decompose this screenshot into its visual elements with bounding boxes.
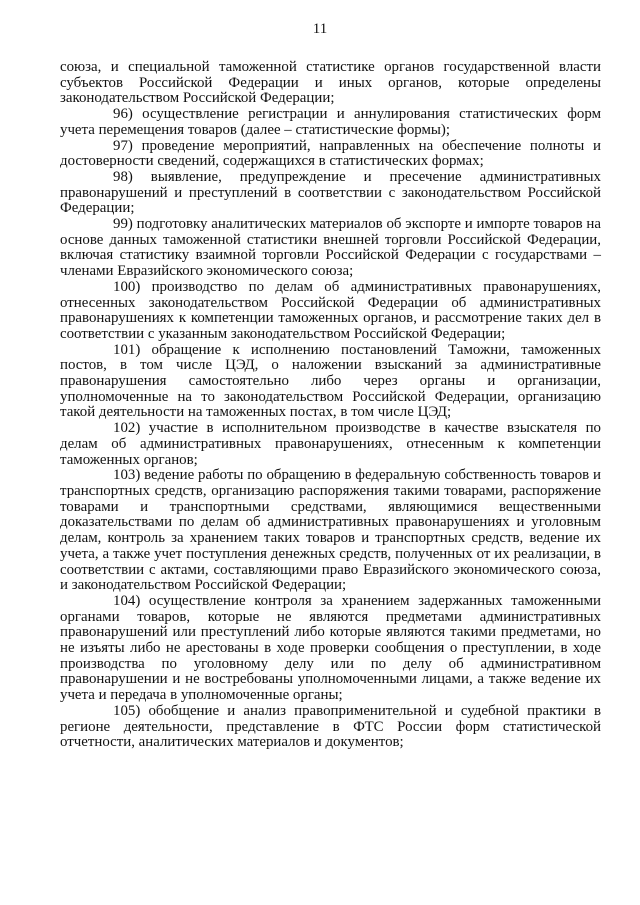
body-text	[60, 60, 601, 751]
paragraph-item-105: 105) обобщение и анализ правоприменительной и судебной практики в регионе деятельности, представление в ФТС России форм статистической отчетности, аналитических материалов и документов;	[60, 702, 601, 751]
paragraph-item-104: 104) осуществление контроля за хранением задержанных таможенными органами товаров, которые не являются предметами административных правонарушений или преступлений либо которые являются такими предметами, но не изъяты либо не арестованы в ходе проверки сообщения о преступлении, в ходе производства по уголовному делу или по делу об административном правонарушении и не востребованы уполномоченными лицами, а также ведение их учета и передача в уполномоченные органы;	[60, 592, 601, 704]
paragraph-item-101: 101) обращение к исполнению постановлений Таможни, таможенных постов, в том числе ЦЭД, о наложении взысканий за административные правонарушения самостоятельно либо через органы и организации, уполномоченные на то законодательством Российской Федерации, организацию такой деятельности на таможенных постах, в том числе ЦЭД;	[60, 341, 601, 421]
paragraph-item-98: 98) выявление, предупреждение и пресечение административных правонарушений и преступлений в соответствии с законодательством Российской Федерации;	[60, 168, 601, 217]
paragraph-item-100: 100) производство по делам об административных правонарушениях, отнесенных законодательством Российской Федерации об административных правонарушениях к компетенции таможенных органов, и рассмотрение таких дел в соответствии с указанным законодательством Российской Федерации;	[60, 278, 601, 342]
paragraph-item-102: 102) участие в исполнительном производстве в качестве взыскателя по делам об административных правонарушениях, отнесенным к компетенции таможенных органов;	[60, 420, 601, 468]
page-number: 11	[312, 21, 328, 37]
paragraph-item-99: 99) подготовку аналитических материалов об экспорте и импорте товаров на основе данных таможенной статистики внешней торговли Российской Федерации, включая статистику взаимной торговли Российской Федерации с государствами – членами Евразийского экономического союза;	[60, 216, 601, 280]
paragraph-item-97: 97) проведение мероприятий, направленных на обеспечение полноты и достоверности сведений, содержащихся в статистических формах;	[60, 137, 601, 170]
paragraph-continuation: союза, и специальной таможенной статистике органов государственной власти субъектов Российской Федерации и иных органов, которые определены законодательством Российской Федерации;	[60, 59, 601, 107]
paragraph-item-96: 96) осуществление регистрации и аннулирования статистических форм учета перемещения товаров (далее – статистические формы);	[60, 106, 601, 138]
paragraph-item-103: 103) ведение работы по обращению в федеральную собственность товаров и транспортных средств, организацию распоряжения такими товарами, распоряжение товарами и транспортными средствами, являющимися вещественными доказательствами по делам об административных правонарушениях и уголовным делам, контроль за хранением таких товаров и транспортных средств, ведение их учета, а также учет поступления денежных средств, полученных от их реализации, в соответствии с актами, составляющими право Евразийского экономического союза, и законодательством Российской Федерации;	[60, 467, 601, 594]
